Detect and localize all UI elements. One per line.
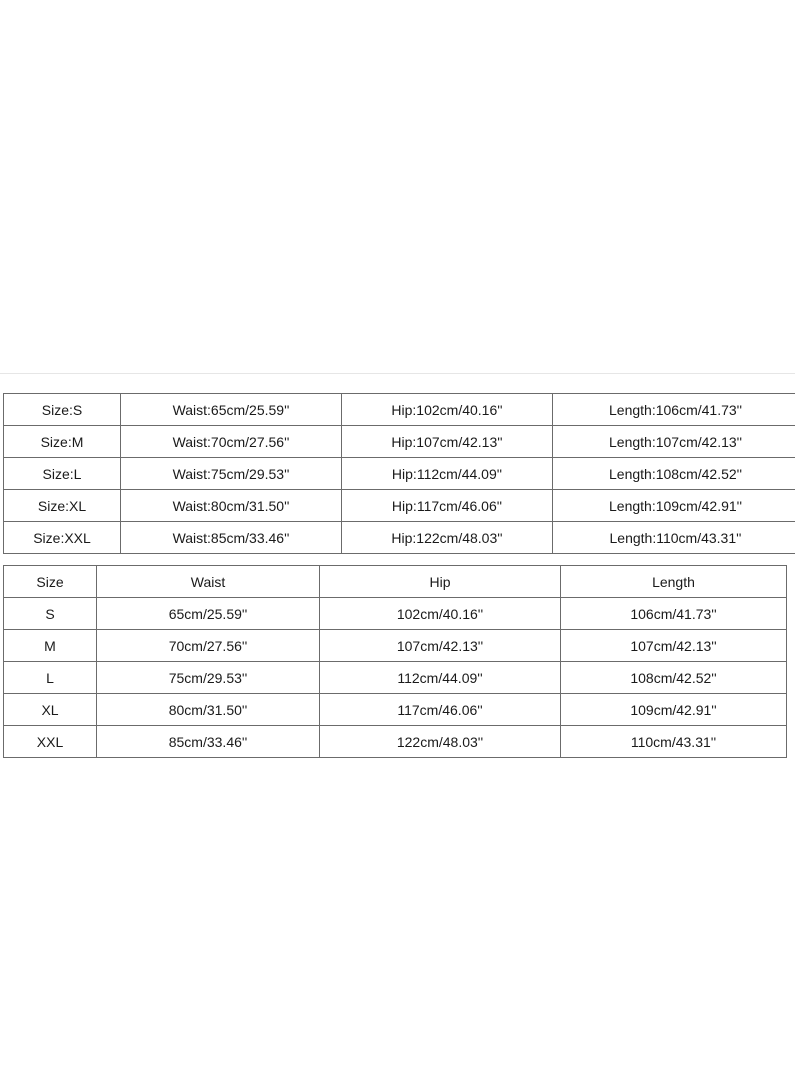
column-header-waist: Waist: [97, 566, 320, 598]
waist-cell: Waist:80cm/31.50'': [121, 490, 342, 522]
column-header-hip: Hip: [320, 566, 561, 598]
waist-cell: Waist:75cm/29.53'': [121, 458, 342, 490]
waist-cell: 75cm/29.53'': [97, 662, 320, 694]
table-row: [4, 726, 787, 758]
hip-cell: 112cm/44.09'': [320, 662, 561, 694]
size-cell: S: [4, 598, 97, 630]
length-cell: Length:106cm/41.73'': [553, 394, 795, 426]
length-cell: Length:107cm/42.13'': [553, 426, 795, 458]
table-row: [4, 694, 787, 726]
size-cell: Size:L: [4, 458, 121, 490]
table-header-row: [4, 566, 787, 598]
waist-cell: 85cm/33.46'': [97, 726, 320, 758]
table-row: [4, 630, 787, 662]
table-row: [4, 490, 795, 522]
table-row: [4, 426, 795, 458]
table-row: [4, 522, 795, 554]
table-row: [4, 394, 795, 426]
length-cell: 110cm/43.31'': [561, 726, 787, 758]
length-cell: Length:108cm/42.52'': [553, 458, 795, 490]
waist-cell: Waist:70cm/27.56'': [121, 426, 342, 458]
column-header-size: Size: [4, 566, 97, 598]
length-cell: 108cm/42.52'': [561, 662, 787, 694]
waist-cell: Waist:85cm/33.46'': [121, 522, 342, 554]
hip-cell: 117cm/46.06'': [320, 694, 561, 726]
size-cell: XXL: [4, 726, 97, 758]
size-cell: Size:M: [4, 426, 121, 458]
table-row: [4, 598, 787, 630]
waist-cell: Waist:65cm/25.59'': [121, 394, 342, 426]
size-chart-labeled: [3, 393, 795, 554]
length-cell: 106cm/41.73'': [561, 598, 787, 630]
size-cell: L: [4, 662, 97, 694]
waist-cell: 65cm/25.59'': [97, 598, 320, 630]
length-cell: 109cm/42.91'': [561, 694, 787, 726]
hip-cell: Hip:112cm/44.09'': [342, 458, 553, 490]
hip-cell: 102cm/40.16'': [320, 598, 561, 630]
table-row: [4, 662, 787, 694]
divider: [0, 373, 795, 374]
size-cell: XL: [4, 694, 97, 726]
hip-cell: Hip:122cm/48.03'': [342, 522, 553, 554]
hip-cell: Hip:117cm/46.06'': [342, 490, 553, 522]
hip-cell: Hip:107cm/42.13'': [342, 426, 553, 458]
size-cell: M: [4, 630, 97, 662]
waist-cell: 80cm/31.50'': [97, 694, 320, 726]
table-row: [4, 458, 795, 490]
column-header-length: Length: [561, 566, 787, 598]
hip-cell: 122cm/48.03'': [320, 726, 561, 758]
waist-cell: 70cm/27.56'': [97, 630, 320, 662]
length-cell: Length:109cm/42.91'': [553, 490, 795, 522]
size-chart-headed: [3, 565, 787, 758]
size-cell: Size:XXL: [4, 522, 121, 554]
length-cell: 107cm/42.13'': [561, 630, 787, 662]
length-cell: Length:110cm/43.31'': [553, 522, 795, 554]
size-cell: Size:S: [4, 394, 121, 426]
size-cell: Size:XL: [4, 490, 121, 522]
hip-cell: Hip:102cm/40.16'': [342, 394, 553, 426]
hip-cell: 107cm/42.13'': [320, 630, 561, 662]
